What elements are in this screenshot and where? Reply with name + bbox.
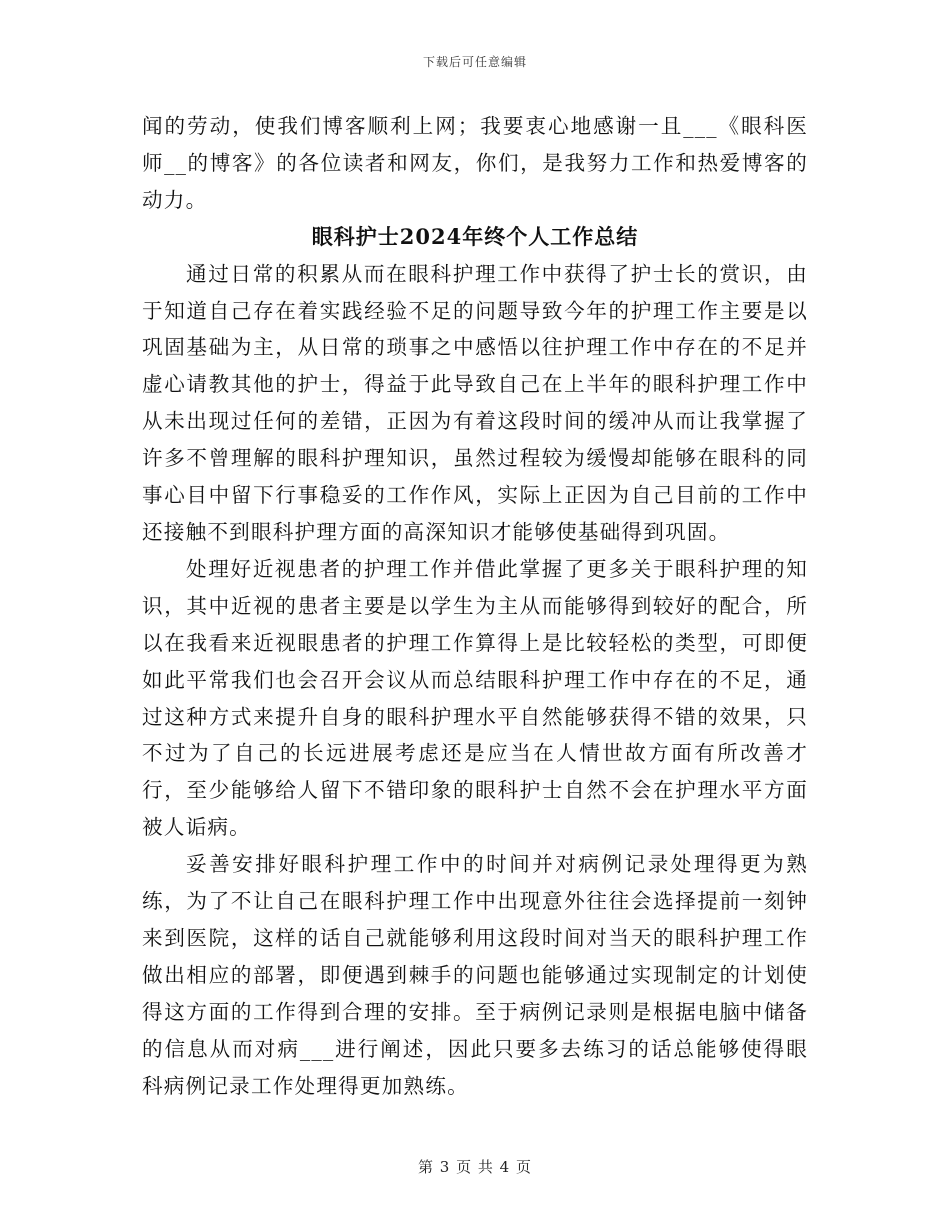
page-number-footer: 第 3 页 共 4 页	[418, 1158, 532, 1176]
document-body	[142, 108, 808, 1104]
document-title: 眼科护士2024年终个人工作总结	[311, 223, 639, 249]
intro-paragraph: 闻的劳动，使我们博客顺利上网；我要衷心地感谢一且___《眼科医师__的博客》的各位读者和网友，你们，是我努力工作和热爱博客的动力。	[142, 114, 808, 212]
body-paragraph-3: 妥善安排好眼科护理工作中的时间并对病例记录处理得更为熟练，为了不让自己在眼科护理工作中出现意外往往会选择提前一刻钟来到医院，这样的话自己就能够利用这段时间对当天的眼科护理工作做出相应的部署，即便遇到棘手的问题也能够通过实现制定的计划使得这方面的工作得到合理的安排。至于病例记录则是根据电脑中储备的信息从而对病___进行阐述，因此只要多去练习的话总能够使得眼科病例记录工作处理得更加熟练。	[142, 852, 808, 1098]
body-paragraph-1: 通过日常的积累从而在眼科护理工作中获得了护士长的赏识，由于知道自己存在着实践经验不足的问题导致今年的护理工作主要是以巩固基础为主，从日常的琐事之中感悟以往护理工作中存在的不足并虚心请教其他的护士，得益于此导致自己在上半年的眼科护理工作中从未出现过任何的差错，正因为有着这段时间的缓冲从而让我掌握了许多不曾理解的眼科护理知识，虽然过程较为缓慢却能够在眼科的同事心目中留下行事稳妥的工作作风，实际上正因为自己目前的工作中还接触不到眼科护理方面的高深知识才能够使基础得到巩固。	[142, 261, 808, 544]
page-header: 下载后可任意编辑	[422, 55, 527, 69]
body-paragraph-2: 处理好近视患者的护理工作并借此掌握了更多关于眼科护理的知识，其中近视的患者主要是以学生为主从而能够得到较好的配合，所以在我看来近视眼患者的护理工作算得上是比较轻松的类型，可即便如此平常我们也会召开会议从而总结眼科护理工作中存在的不足，通过这种方式来提升自身的眼科护理水平自然能够获得不错的效果，只不过为了自己的长远进展考虑还是应当在人情世故方面有所改善才行，至少能够给人留下不错印象的眼科护士自然不会在护理水平方面被人诟病。	[142, 556, 808, 840]
